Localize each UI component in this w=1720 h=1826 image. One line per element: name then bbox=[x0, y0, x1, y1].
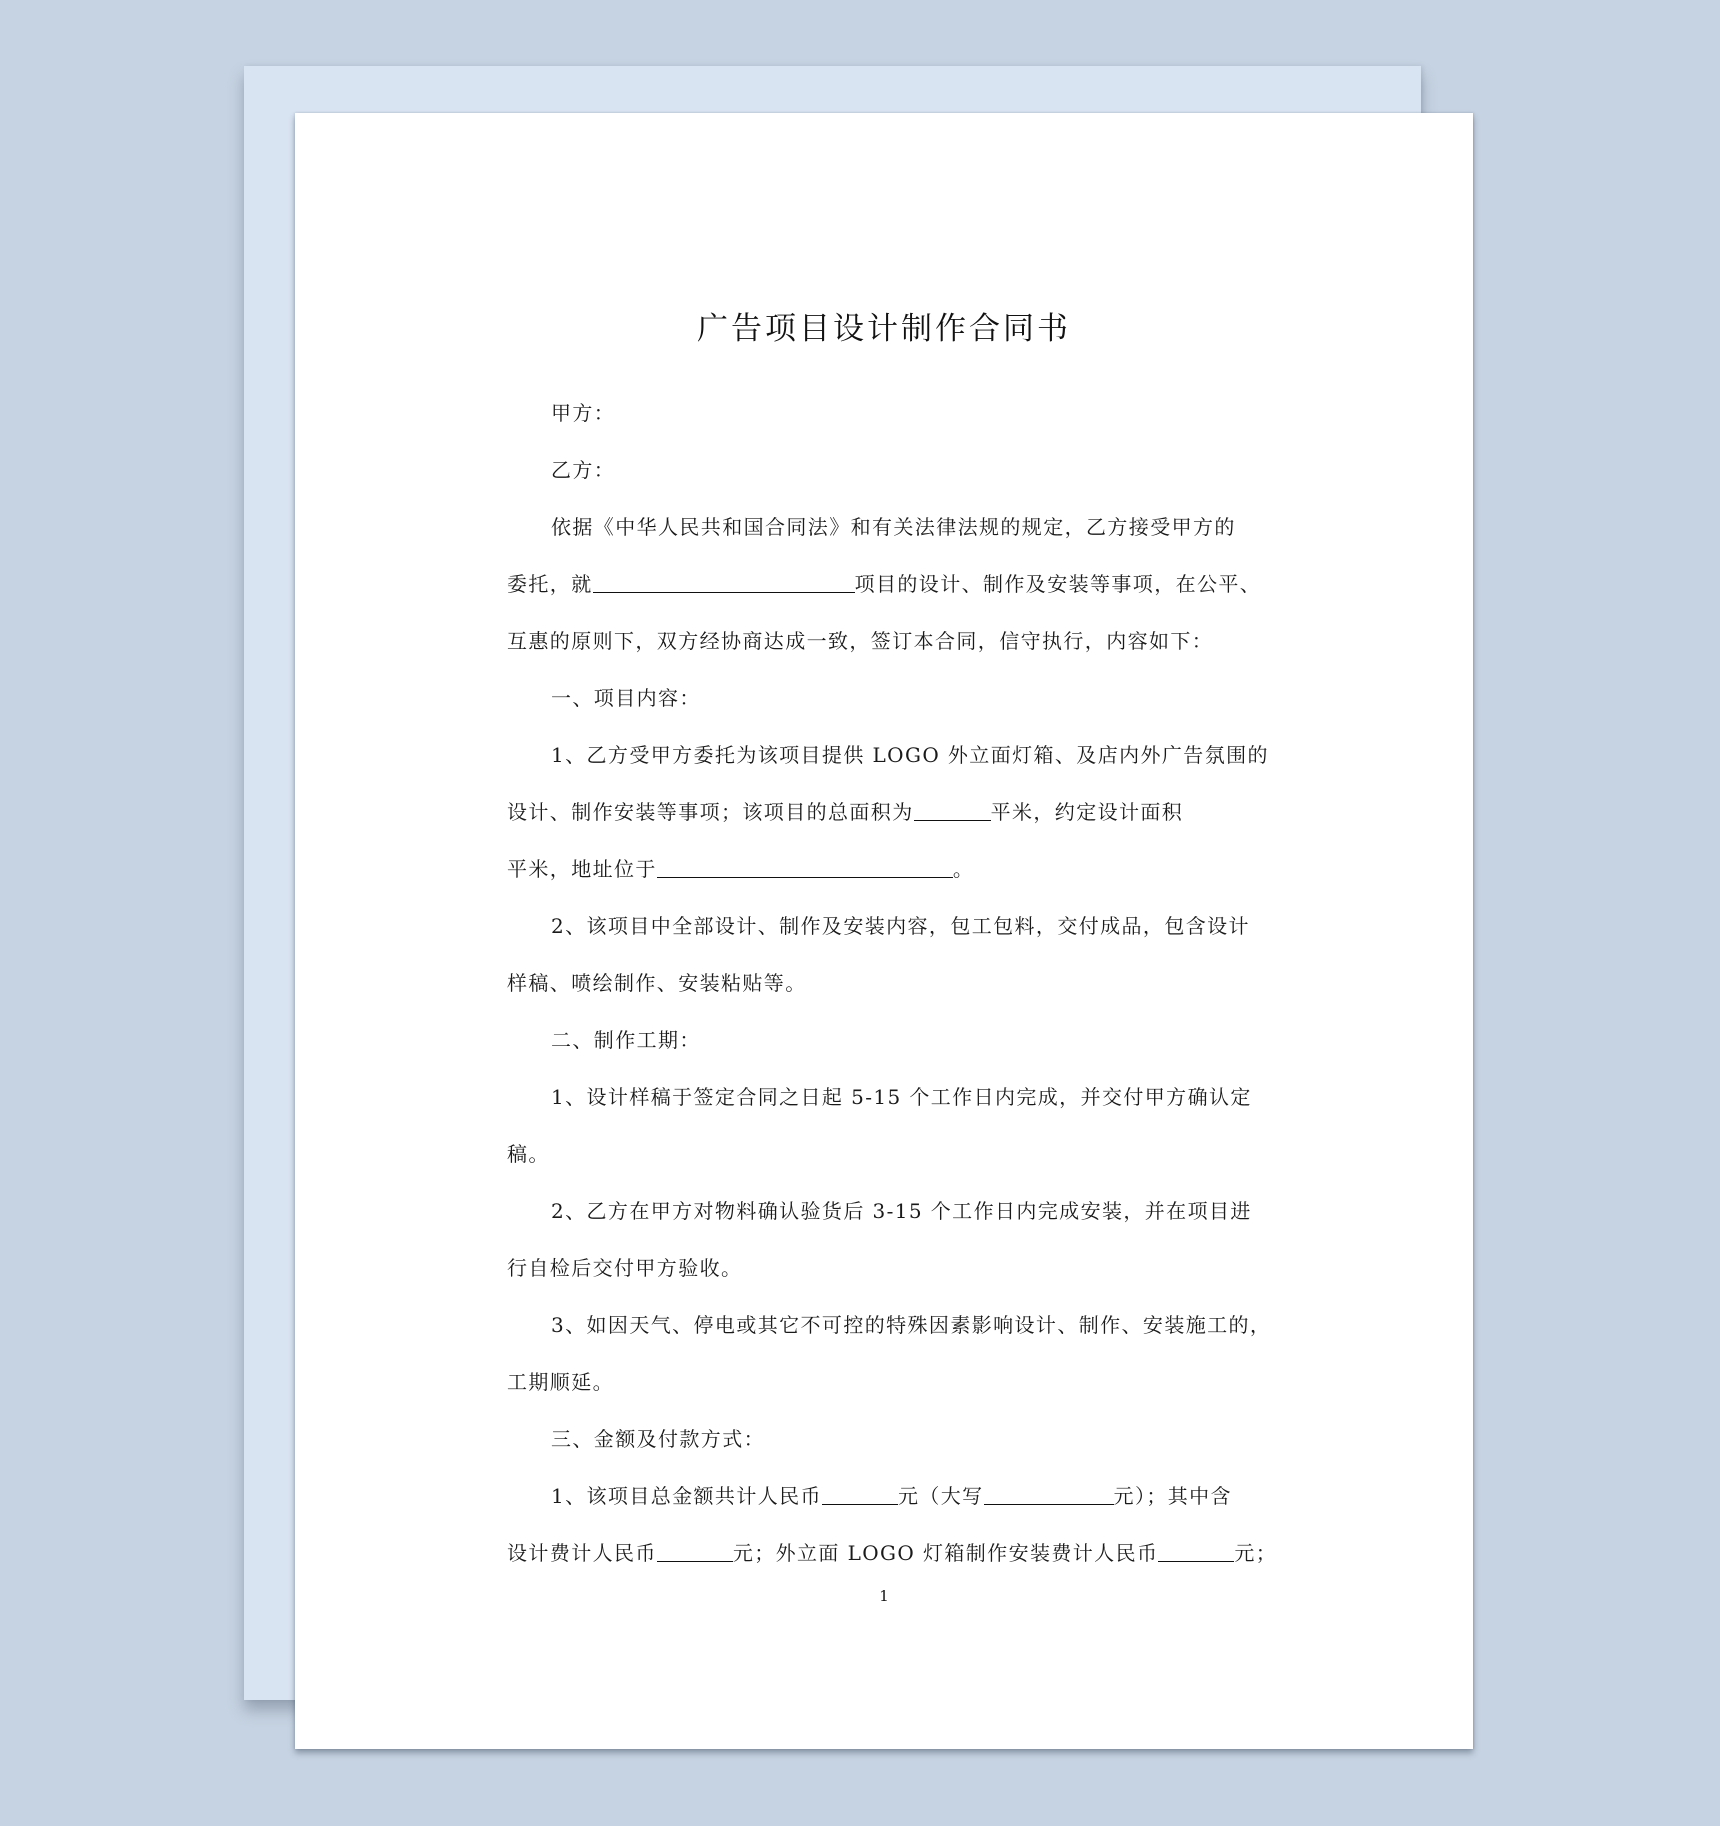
party-b-line bbox=[551, 455, 615, 485]
text-span: 委托，就 bbox=[507, 572, 593, 596]
party-a-label: 甲方： bbox=[551, 401, 616, 425]
paragraph-line bbox=[551, 1481, 1232, 1511]
text-span: 平米，约定设计面积 bbox=[990, 800, 1184, 824]
paragraph-line: 样稿、喷绘制作、安装粘贴等。 bbox=[507, 971, 807, 995]
section-heading-3: 三、金额及付款方式： bbox=[551, 1427, 765, 1451]
text-span: 1、该项目总金额共计人民币 bbox=[551, 1484, 822, 1508]
project-name-blank[interactable] bbox=[593, 570, 855, 593]
text-span: 。 bbox=[952, 857, 975, 881]
logo-lightbox-fee-blank[interactable] bbox=[1158, 1539, 1234, 1562]
page-number: 1 bbox=[879, 1587, 889, 1605]
paragraph-line: 1、乙方受甲方委托为该项目提供 LOGO 外立面灯箱、及店内外广告氛围的 bbox=[551, 743, 1269, 767]
text-span: 设计费计人民币 bbox=[507, 1541, 657, 1565]
paragraph-line bbox=[507, 797, 1183, 827]
document-page bbox=[295, 113, 1473, 1749]
section-heading-1: 一、项目内容： bbox=[551, 686, 701, 710]
design-fee-blank[interactable] bbox=[657, 1539, 733, 1562]
paragraph-line: 2、该项目中全部设计、制作及安装内容，包工包料，交付成品，包含设计 bbox=[551, 914, 1250, 938]
paragraph-line: 工期顺延。 bbox=[507, 1370, 614, 1394]
text-span: 平米，地址位于 bbox=[507, 857, 657, 881]
text-span: 元（大写 bbox=[897, 1484, 984, 1508]
paragraph-line: 2、乙方在甲方对物料确认验货后 3-15 个工作日内完成安装，并在项目进 bbox=[551, 1199, 1252, 1223]
party-b-label: 乙方： bbox=[551, 458, 616, 482]
paragraph-line bbox=[507, 854, 974, 884]
paragraph-line: 3、如因天气、停电或其它不可控的特殊因素影响设计、制作、安装施工的， bbox=[551, 1313, 1272, 1337]
text-span: 元； bbox=[1234, 1541, 1278, 1565]
text-span: 设计、制作安装等事项；该项目的总面积为 bbox=[507, 800, 914, 824]
paragraph-line: 依据《中华人民共和国合同法》和有关法律法规的规定，乙方接受甲方的 bbox=[551, 515, 1236, 539]
total-amount-capital-blank[interactable] bbox=[984, 1482, 1114, 1505]
document-title: 广告项目设计制作合同书 bbox=[697, 311, 1071, 347]
section-heading-2: 二、制作工期： bbox=[551, 1028, 701, 1052]
address-blank[interactable] bbox=[657, 855, 953, 878]
paragraph-line: 互惠的原则下，双方经协商达成一致，签订本合同，信守执行，内容如下： bbox=[507, 629, 1214, 653]
paragraph-line: 1、设计样稿于签定合同之日起 5-15 个工作日内完成，并交付甲方确认定 bbox=[551, 1085, 1252, 1109]
total-area-blank[interactable] bbox=[914, 798, 991, 821]
paragraph-line: 行自检后交付甲方验收。 bbox=[507, 1256, 743, 1280]
paragraph-line: 稿。 bbox=[507, 1142, 550, 1166]
text-span: 项目的设计、制作及安装等事项，在公平、 bbox=[854, 572, 1262, 596]
text-span: 元；外立面 LOGO 灯箱制作安装费计人民币 bbox=[732, 1541, 1159, 1565]
text-span: 元）；其中含 bbox=[1113, 1484, 1232, 1508]
party-a-line bbox=[551, 398, 615, 428]
paragraph-line bbox=[507, 569, 1261, 599]
paragraph-line bbox=[507, 1538, 1277, 1568]
total-amount-blank[interactable] bbox=[822, 1482, 898, 1505]
